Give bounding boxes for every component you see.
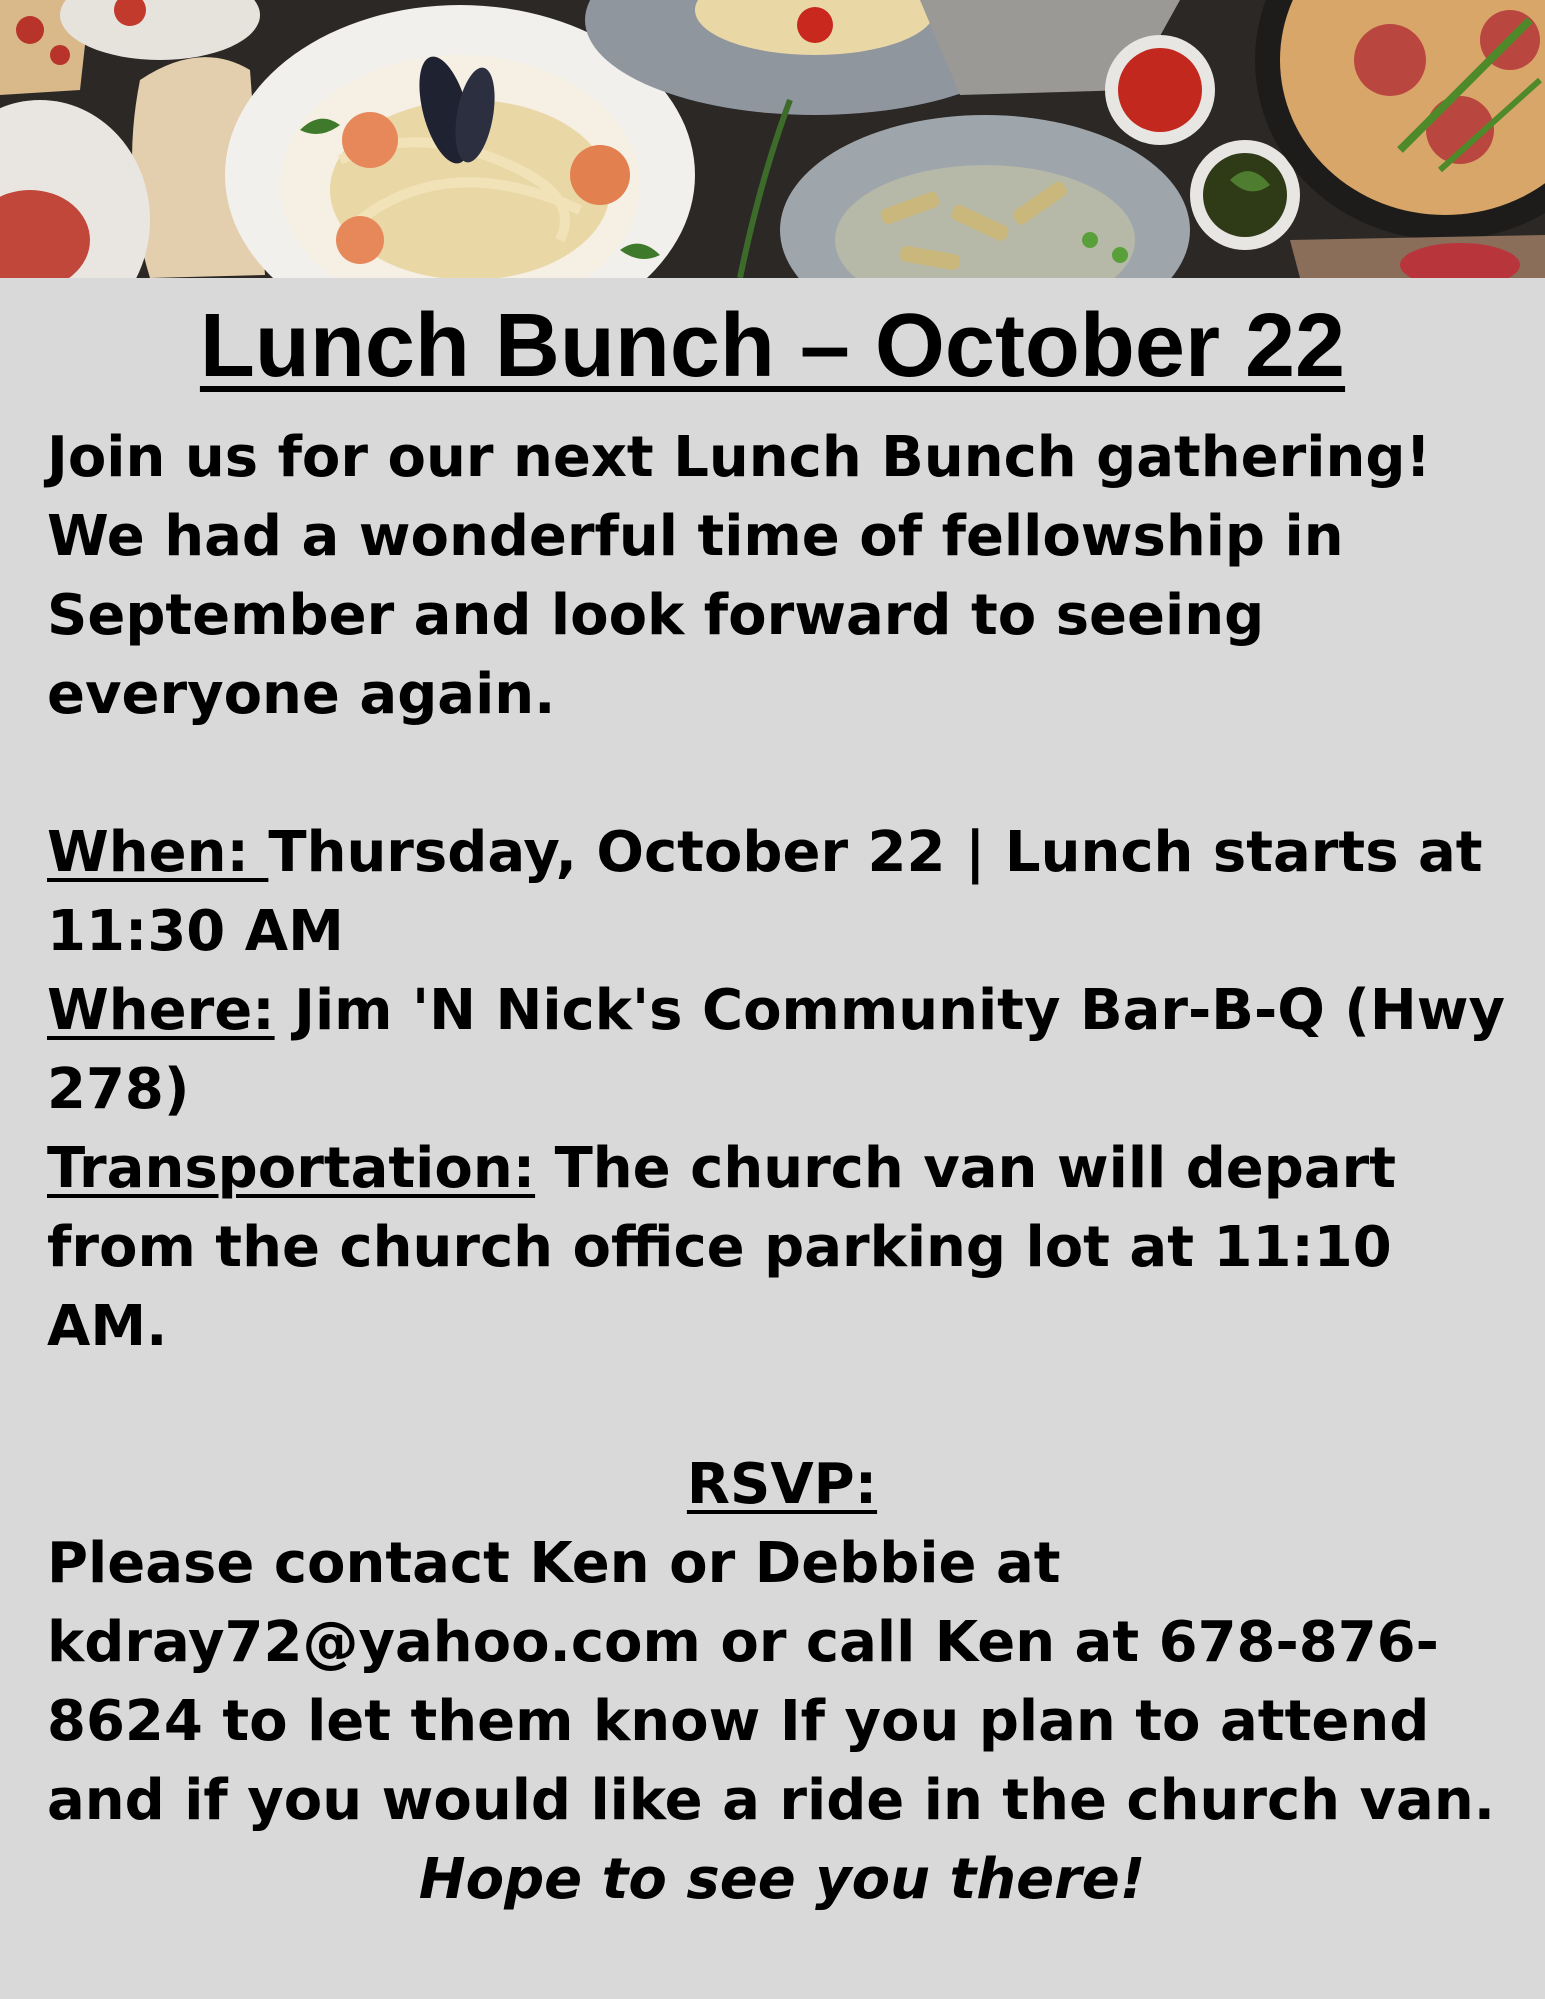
food-banner-image bbox=[0, 0, 1545, 278]
closing-line: Hope to see you there! bbox=[418, 1847, 1146, 1912]
page-title: Lunch Bunch – October 22 bbox=[199, 296, 1346, 396]
transport-label: Transportation: bbox=[47, 1136, 536, 1201]
where-label: Where: bbox=[47, 978, 275, 1043]
when-line bbox=[47, 813, 1517, 971]
rsvp-text: Please contact Ken or Debbie at kdray72@yahoo.com or call Ken at 678-876-8624 to let them know If you plan to attend and if you would like a ride in the church van. bbox=[47, 1531, 1495, 1833]
food-spread-photo-icon bbox=[0, 0, 1545, 278]
intro-paragraph: Join us for our next Lunch Bunch gathering! We had a wonderful time of fellowship in September and look forward to seeing everyone again. bbox=[47, 425, 1431, 727]
transport-value: The church van will depart from the church office parking lot at 11:10 AM. bbox=[47, 1136, 1397, 1359]
where-value: Jim 'N Nick's Community Bar-B-Q (Hwy 278) bbox=[47, 978, 1505, 1122]
when-label: When: bbox=[47, 820, 269, 885]
flyer-body bbox=[47, 418, 1517, 1919]
when-value: Thursday, October 22 | Lunch starts at 11:30 AM bbox=[47, 820, 1483, 964]
rsvp-heading: RSVP: bbox=[686, 1452, 878, 1517]
transport-line bbox=[47, 1129, 1517, 1366]
where-line bbox=[47, 971, 1517, 1129]
